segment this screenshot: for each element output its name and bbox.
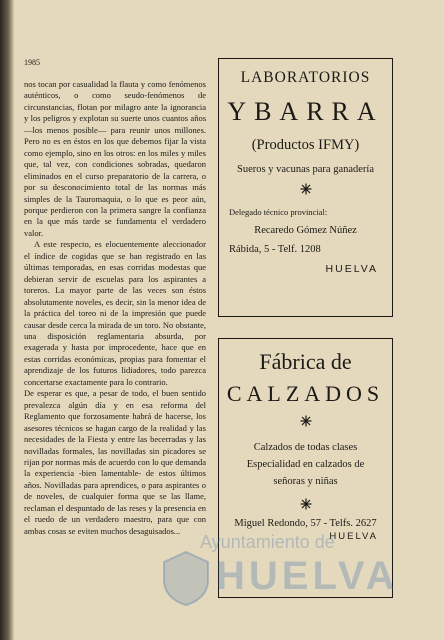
ad-contact-name: Recaredo Gómez Núñez — [254, 225, 357, 236]
ad-subheading: (Productos IFMY) — [251, 137, 360, 153]
star-ornament-icon — [300, 183, 312, 195]
ad-delegate-label: Delegado técnico provincial: — [229, 207, 328, 217]
ad-description-line: Especialidad en calzados de — [246, 459, 365, 470]
star-ornament-icon — [300, 415, 312, 427]
ad-address: Rábida, 5 - Telf. 1208 — [229, 244, 321, 255]
ad-description — [219, 439, 392, 490]
watermark-text: Ayuntamiento de — [200, 532, 335, 552]
ad-laboratorios-ybarra — [218, 58, 393, 317]
ad-description-line: Calzados de todas clases — [253, 442, 358, 453]
ad-brand: YBARRA — [227, 97, 384, 126]
ad-city: HUELVA — [329, 531, 378, 542]
ad-fabrica-calzados — [218, 338, 393, 598]
book-binding-shadow — [0, 0, 14, 640]
ad-tagline: Sueros y vacunas para ganadería — [236, 164, 375, 175]
ad-heading: Fábrica de — [259, 349, 352, 374]
article-column — [24, 79, 206, 537]
page-number: 1985 — [24, 58, 40, 67]
star-ornament-icon — [300, 498, 312, 510]
article-paragraph: De esperar es que, a pesar de todo, el buen sentido prevalezca algún día y en esa reforma del Reglamento que forzosamente habrá de hacerse, los asesores técnicos se hagan cargo de la realidad y las necesidades de la Fiesta y entre las becerradas y las novilladas formales, las novilladas sin picadores se rijan por normas más de acuerdo con lo que demanda la experiencia -bien lamentable- de estos últimos años. Novilladas para aprendices, o para aspirantes o de noveles, de cualquier forma que se las llame, reclaman el despuntado de las reses y la presencia en el ruedo de un verdadero maestro, para que con ambas cosas se eviten muchos desaguisados... — [24, 388, 206, 536]
watermark-title: HUELVA — [216, 554, 399, 598]
ad-description-line: señoras y niñas — [273, 476, 338, 487]
article-paragraph: A este respecto, es elocuentemente aleccionador el índice de cogidas que se han registrado en las últimas temporadas, en esas corridas modestas que debieran servir de escuelas para los aspirantes a toreros. La mayor parte de las veces son éstos absolutamente noveles, es decir, sin la menor idea de la práctica del toreo ni de la impresión que puede causar desde cerca la mirada de un toro. No obstante, una disposición reglamentaria absurda, por exagerada y hasta por improcedente, hace que en estas corridas económicas, propias para fomentar el aprendizaje de los futuros lidiadores, todo parezca concertarse exactamente para lo contrario. — [24, 239, 206, 387]
ad-city: HUELVA — [325, 263, 378, 275]
article-paragraph: nos tocan por casualidad la flauta y como fenómenos auténticos, o como seudo-fenómenos de circunstancias, flotan por milagro ante la ignorancia y los peligros y explotan su suerte unos cuantos años —los menos posible— para reunir unos millones. Pero no es en éstos en los que debemos fijar la vista como ejemplo, sino en los otros: en los miles y miles que, tal vez, con condiciones sobradas, quedaron eliminados en el curso preparatorio de la carrera, o por su desconocimiento total de las normas más simples de la Tauromaquia, o lo que es peor aún, porque perdieron con la primera sangre la confianza en la que más tarde se fundamenta el verdadero valor. — [24, 79, 206, 238]
ad-address: Miguel Redondo, 57 - Telfs. 2627 — [234, 518, 377, 529]
ad-heading: LABORATORIOS — [240, 69, 371, 86]
ad-brand: CALZADOS — [226, 381, 385, 406]
watermark-emblem-icon — [160, 550, 212, 606]
